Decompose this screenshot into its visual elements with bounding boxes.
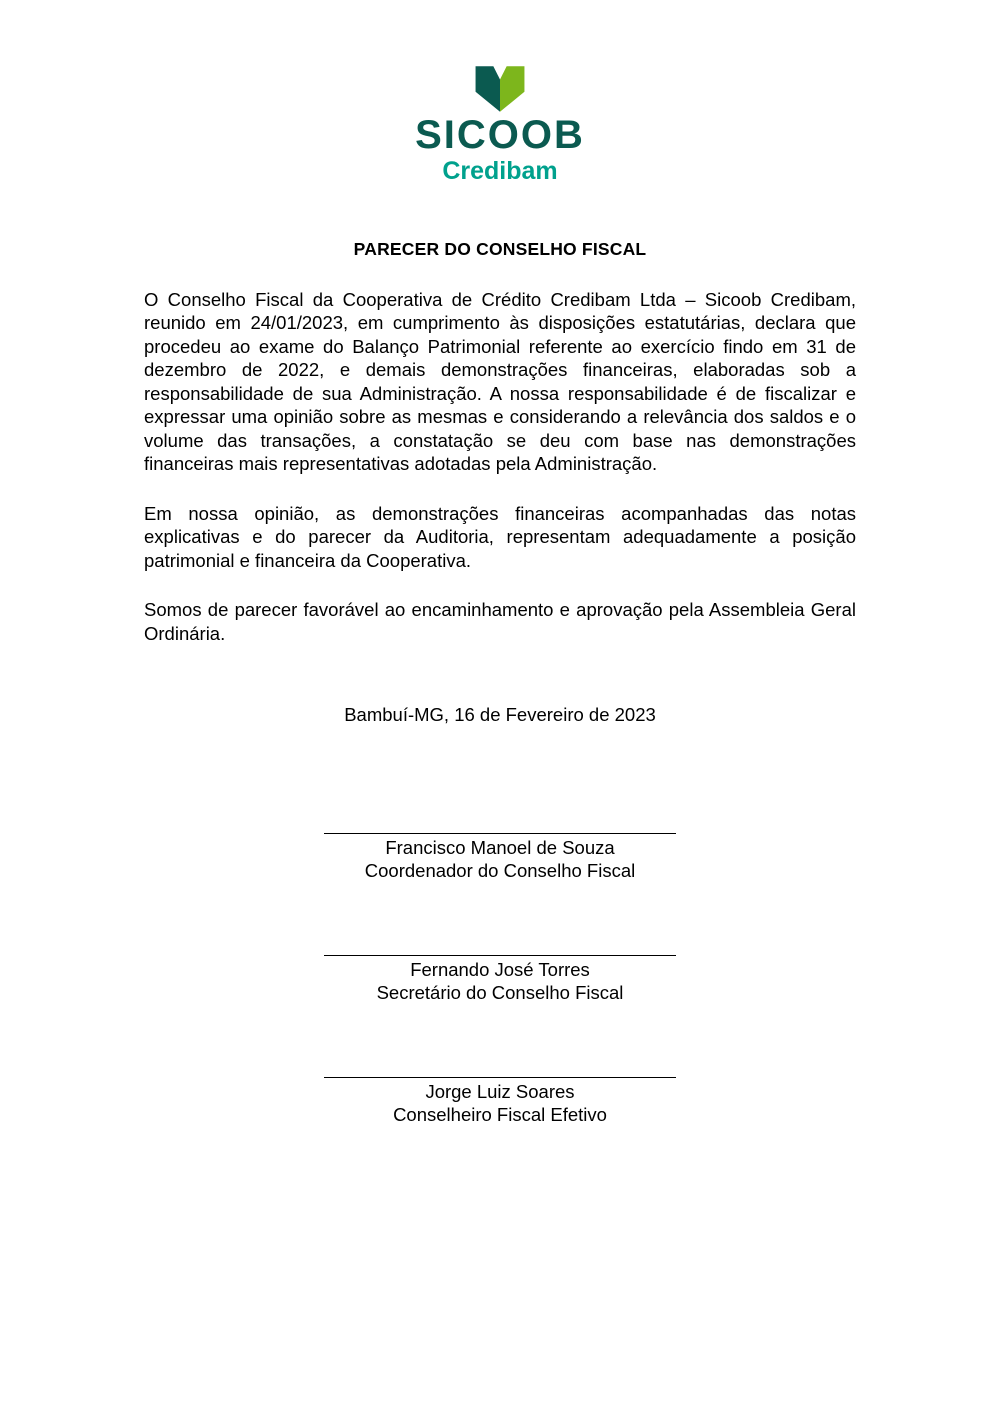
document-title: PARECER DO CONSELHO FISCAL	[353, 239, 647, 260]
logo-subbrand-text: Credibam	[442, 157, 558, 186]
paragraph-3: Somos de parecer favorável ao encaminhamento e aprovação pela Assembleia Geral Ordinária.	[144, 599, 856, 644]
document-body	[144, 238, 856, 1127]
signatory-name: Jorge Luiz Soares	[425, 1080, 575, 1102]
sicoob-logo-icon	[471, 64, 529, 114]
signature-block	[324, 955, 676, 1005]
logo-brand-text: SICOOB	[415, 113, 585, 157]
signature-block	[324, 833, 676, 883]
signatory-role: Conselheiro Fiscal Efetivo	[393, 1104, 607, 1126]
signature-block	[324, 1077, 676, 1127]
paragraph-1: O Conselho Fiscal da Cooperativa de Crédito Credibam Ltda – Sicoob Credibam, reunido em 24/01/2023, em cumprimento às disposições estatutárias, declara que procedeu ao exame do Balanço Patrimonial referente ao exercício findo em 31 de dezembro de 2022, e demais demonstrações financeiras, elaboradas sob a responsabilidade de sua Administração. A nossa responsabilidade é de fiscalizar e expressar uma opinião sobre as mesmas e considerando a relevância dos saldos e o volume das transações, a constatação se deu com base nas demonstrações financeiras mais representativas adotadas pela Administração.	[144, 288, 856, 475]
dateline: Bambuí-MG, 16 de Fevereiro de 2023	[344, 704, 656, 726]
signatory-role: Secretário do Conselho Fiscal	[376, 982, 624, 1004]
signatory-role: Coordenador do Conselho Fiscal	[364, 860, 636, 882]
signatory-name: Francisco Manoel de Souza	[385, 836, 615, 858]
logo	[0, 0, 1000, 184]
signatory-name: Fernando José Torres	[410, 958, 590, 980]
paragraph-2: Em nossa opinião, as demonstrações financeiras acompanhadas das notas explicativas e do parecer da Auditoria, representam adequadamente a posição patrimonial e financeira da Cooperativa.	[144, 502, 856, 571]
